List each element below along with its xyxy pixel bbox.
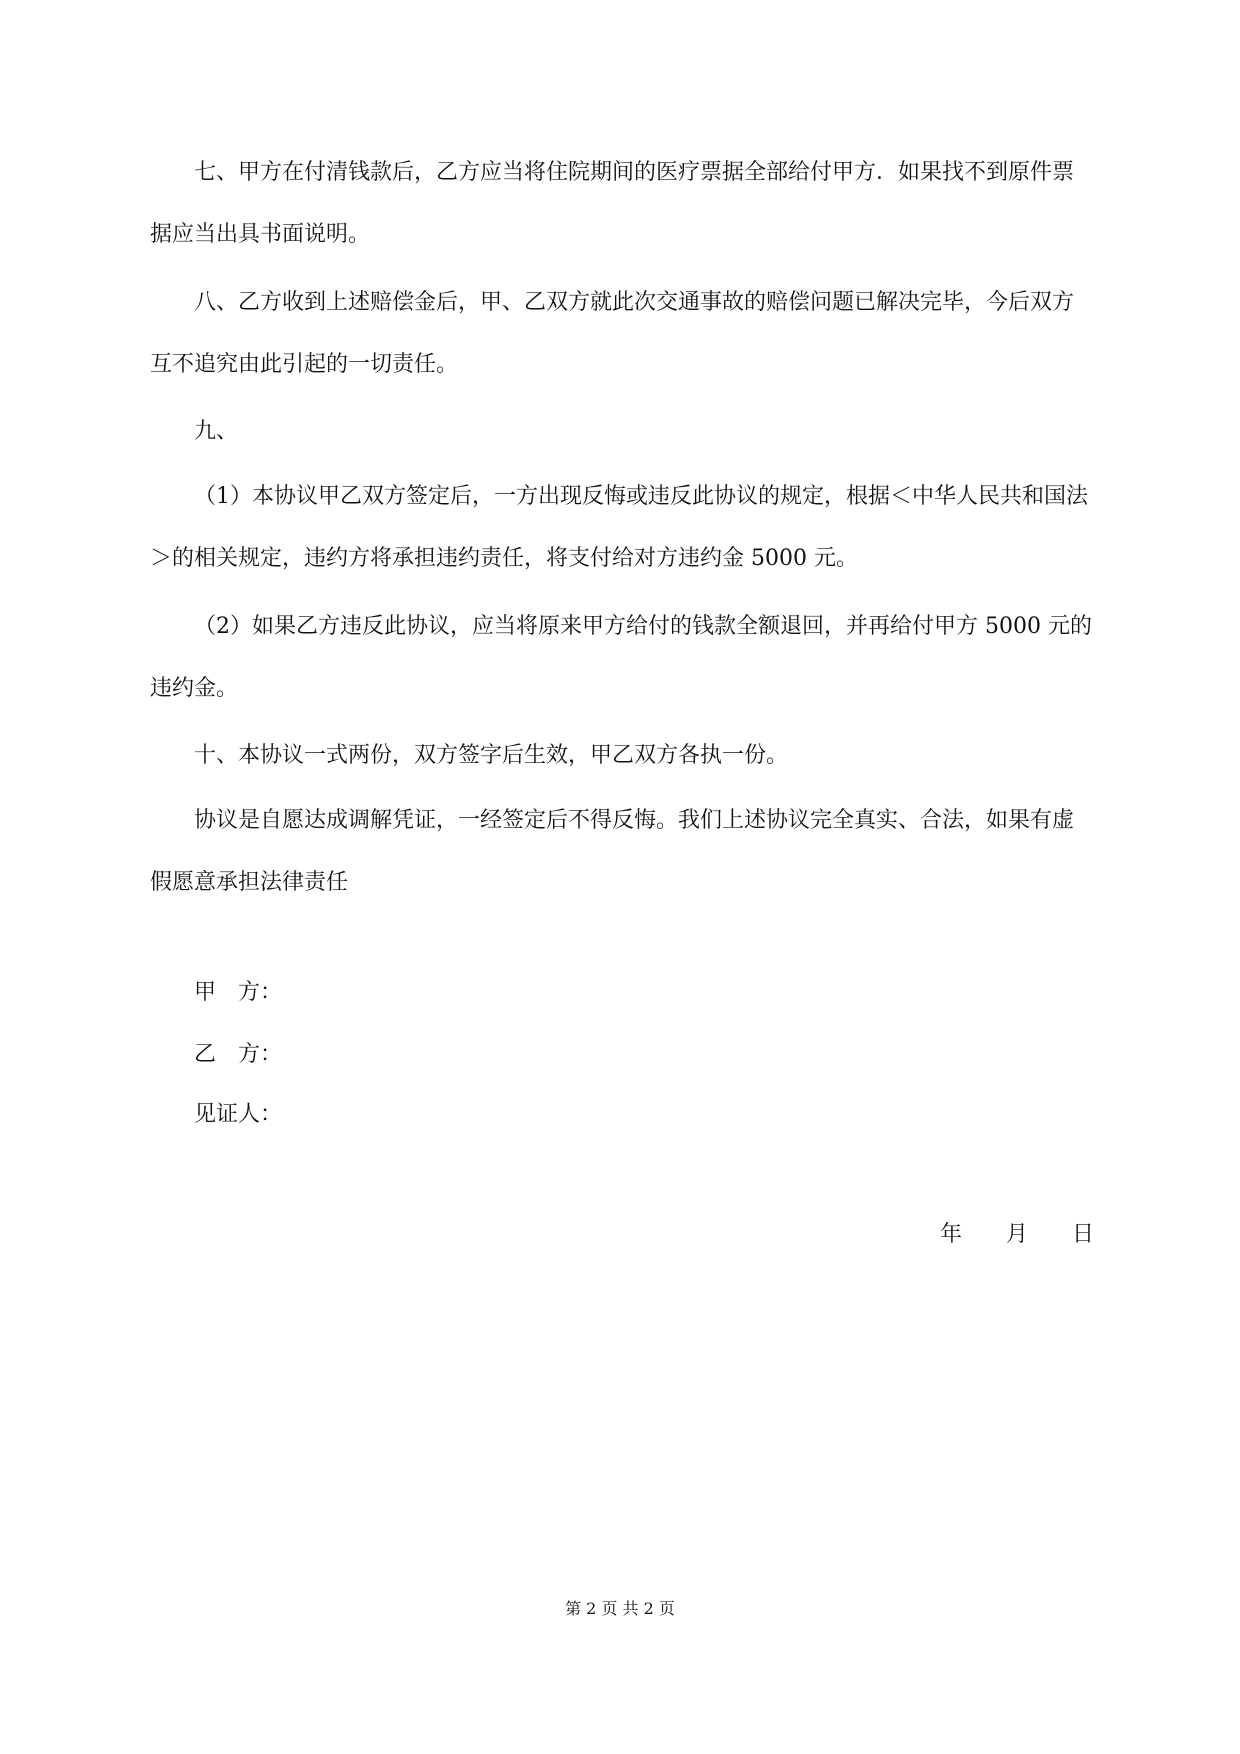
signature-witness: 见证人： <box>194 1102 283 1127</box>
paragraph-declaration: 协议是自愿达成调解凭证，一经签定后不得反悔。我们上述协议完全真实、合法，如果有虚假愿意承担法律责任 <box>150 808 1075 895</box>
date-line: 年 月 日 <box>939 1222 1094 1247</box>
paragraph-clause-7: 七、甲方在付清钱款后，乙方应当将住院期间的医疗票据全部给付甲方．如果找不到原件票据应当出具书面说明。 <box>150 160 1075 247</box>
signature-party-b: 乙 方： <box>194 1042 283 1067</box>
page-footer: 第 2 页 共 2 页 <box>565 1599 675 1618</box>
paragraph-clause-8: 八、乙方收到上述赔偿金后，甲、乙双方就此次交通事故的赔偿问题已解决完毕，今后双方互不追究由此引起的一切责任。 <box>150 290 1075 377</box>
paragraph-clause-9-heading: 九、 <box>194 419 239 444</box>
paragraph-clause-9-item-1: （1）本协议甲乙双方签定后，一方出现反悔或违反此协议的规定，根据＜中华人民共和国法＞的相关规定，违约方将承担违约责任，将支付给对方违约金 5000 元。 <box>150 484 1089 571</box>
signature-party-a: 甲 方： <box>194 980 283 1005</box>
paragraph-clause-9-item-2: （2）如果乙方违反此协议，应当将原来甲方给付的钱款全额退回，并再给付甲方 5000 元的违约金。 <box>150 614 1092 701</box>
paragraph-clause-10: 十、本协议一式两份，双方签字后生效，甲乙双方各执一份。 <box>194 743 789 768</box>
